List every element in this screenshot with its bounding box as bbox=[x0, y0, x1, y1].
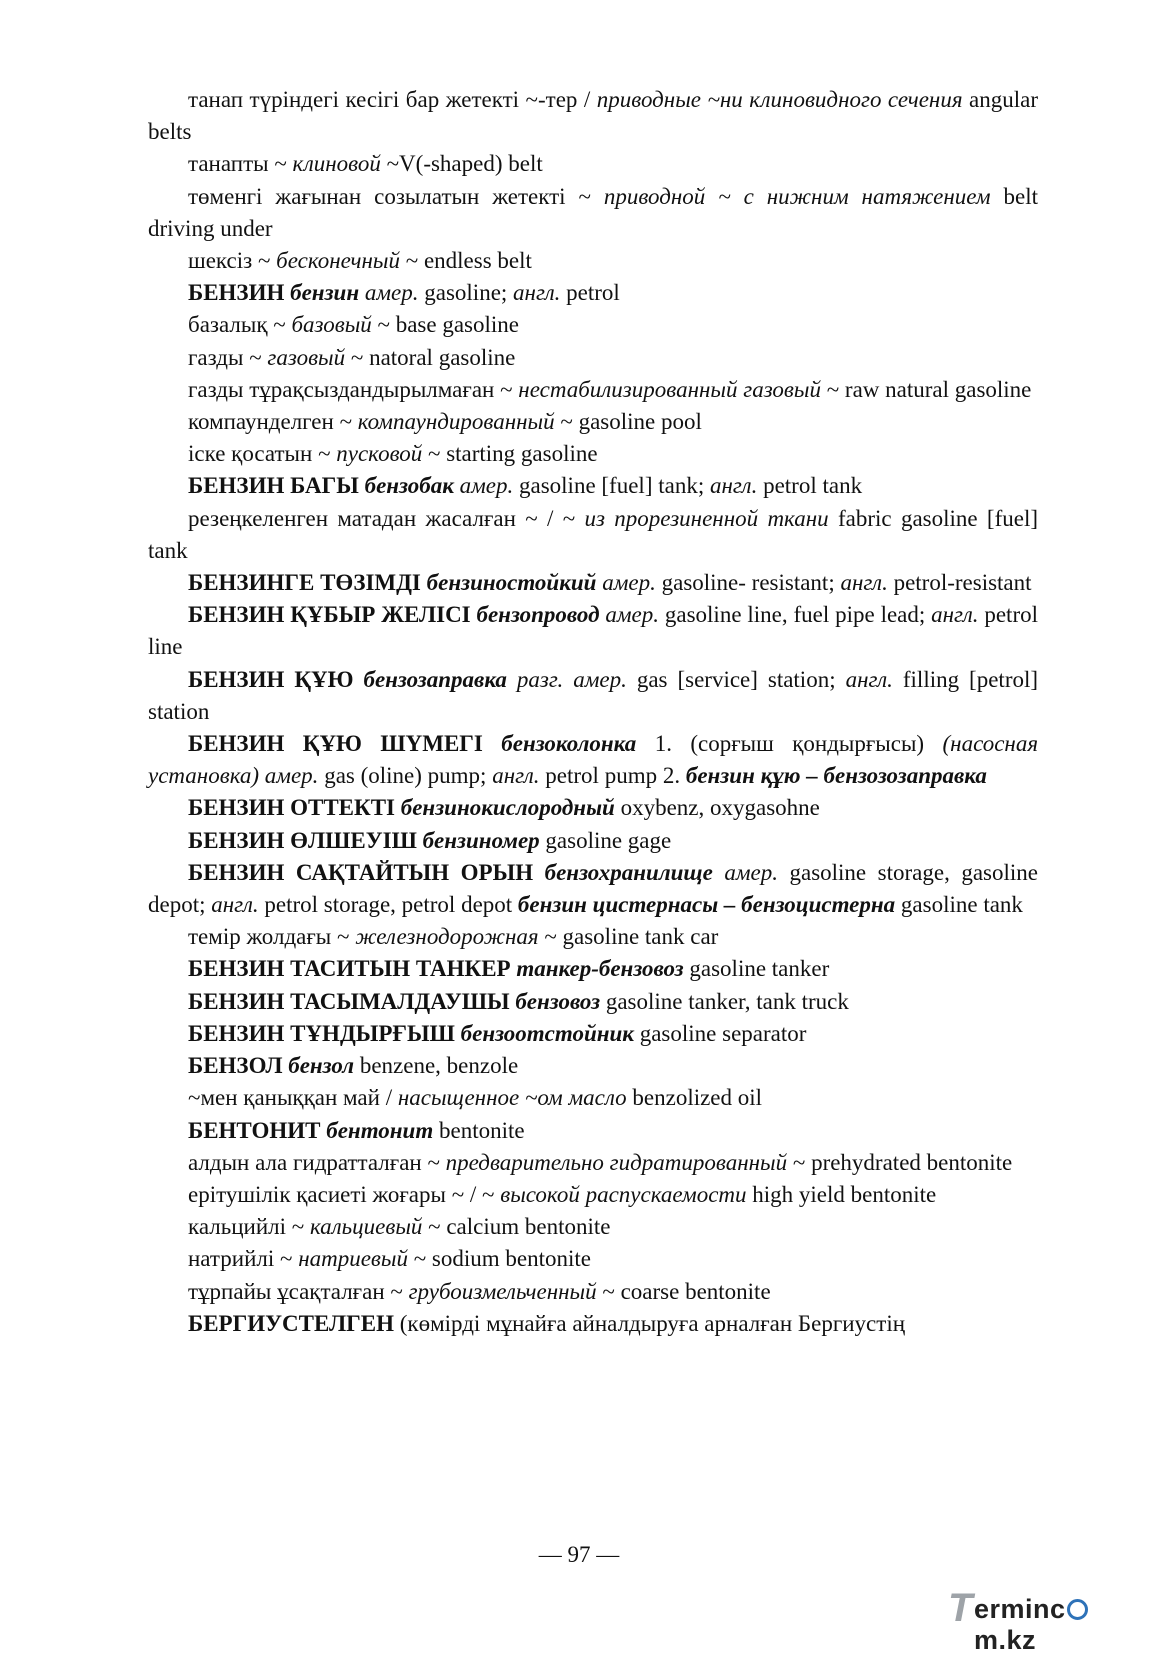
dictionary-entry bbox=[148, 1179, 1038, 1211]
entry-text: gasoline; bbox=[418, 280, 514, 306]
entry-italic-text: амер. bbox=[364, 280, 419, 306]
entry-russian-term: бензол bbox=[288, 1053, 355, 1079]
entry-italic-text: амер. bbox=[724, 859, 778, 885]
dictionary-entry bbox=[148, 1018, 1038, 1050]
entry-italic-text: англ. bbox=[709, 473, 758, 499]
dictionary-entry bbox=[148, 1115, 1038, 1147]
entry-text: кальцийлі ~ bbox=[188, 1214, 310, 1240]
entry-italic-text: англ. bbox=[513, 280, 561, 306]
logo-ring-icon bbox=[1067, 1599, 1088, 1620]
dictionary-entry bbox=[148, 825, 1038, 857]
entry-text: 1. (сорғыш қондырғысы) bbox=[636, 731, 943, 757]
entry-russian-term: бензин цистернасы – бензоцистерна bbox=[517, 892, 896, 918]
entry-text: benzene, benzole bbox=[354, 1053, 519, 1079]
entry-italic-text: приводные ~ни клиновидного сечения bbox=[596, 87, 963, 112]
entry-text: темір жолдағы ~ bbox=[188, 924, 356, 950]
entry-text: натрийлі ~ bbox=[188, 1246, 299, 1272]
entry-text: benzolized oil bbox=[626, 1085, 763, 1111]
logo-wordmark: ermincm.kz bbox=[974, 1594, 1148, 1656]
entry-text: gasoline- resistant; bbox=[655, 570, 841, 596]
page-number: — 97 — bbox=[538, 1542, 620, 1567]
entry-russian-term: бензиностойкий bbox=[426, 570, 597, 596]
termincom-logo[interactable] bbox=[948, 1586, 1148, 1655]
entry-russian-term: бензин bbox=[290, 280, 360, 306]
dictionary-entry bbox=[148, 728, 1038, 792]
dictionary-entry bbox=[148, 406, 1038, 438]
entry-text: тұрпайы ұсақталған ~ bbox=[188, 1278, 409, 1304]
entry-text: резеңкеленген матадан жасалған ~ / ~ bbox=[188, 505, 585, 531]
entry-text: gasoline tanker, tank truck bbox=[600, 988, 849, 1014]
entry-headword: БЕНЗОЛ bbox=[188, 1053, 289, 1079]
dictionary-entry bbox=[148, 374, 1038, 406]
entry-headword: БЕНТОНИТ bbox=[188, 1117, 327, 1143]
entry-italic-text: высокой распускаемости bbox=[500, 1181, 747, 1207]
entry-italic-text: пусковой bbox=[336, 441, 423, 467]
entry-italic-text: приводной ~ с нижним натяжением bbox=[603, 183, 991, 209]
entry-text: oxybenz, oxygasohne bbox=[614, 795, 820, 821]
entry-russian-term: бензиномер bbox=[422, 827, 540, 853]
entry-russian-term: бензин құю – бензозозаправка bbox=[685, 763, 987, 789]
entry-headword: БЕНЗИН ҚҰЮ ШҮМЕГІ bbox=[188, 731, 502, 757]
entry-text: petrol line bbox=[148, 602, 1038, 660]
dictionary-entry bbox=[148, 567, 1038, 599]
dictionary-entry bbox=[148, 1082, 1038, 1114]
dictionary-entry bbox=[148, 181, 1038, 245]
entry-text: gasoline [fuel] tank; bbox=[513, 473, 710, 499]
entry-text: gasoline separator bbox=[633, 1020, 807, 1046]
dictionary-entry bbox=[148, 277, 1038, 309]
entry-text: ~ raw natural gasoline bbox=[820, 376, 1032, 402]
entry-italic-text: бесконечный bbox=[276, 248, 400, 274]
entry-text: petrol tank bbox=[757, 473, 863, 499]
entry-text: ~ base gasoline bbox=[371, 312, 519, 338]
entry-text: ~ prehydrated bentonite bbox=[787, 1149, 1013, 1175]
entry-text: gas (oline) pump; bbox=[318, 763, 493, 789]
entry-russian-term: танкер-бензовоз bbox=[516, 956, 684, 982]
dictionary-entry bbox=[148, 148, 1038, 180]
entry-italic-text: газовый bbox=[267, 344, 346, 370]
entry-headword: БЕНЗИН ТАСЫМАЛДАУШЫ bbox=[188, 988, 516, 1014]
entry-text: gasoline line, fuel pipe lead; bbox=[659, 602, 932, 628]
entry-text: fabric gasoline [fuel] tank bbox=[148, 505, 1038, 563]
entry-italic-text: англ. bbox=[845, 666, 893, 692]
dictionary-entry bbox=[148, 664, 1038, 728]
entry-text: ~ sodium bentonite bbox=[407, 1246, 591, 1272]
entry-italic-text: (насосная установка) амер. bbox=[148, 731, 1039, 789]
entry-italic-text: железнодорожная bbox=[355, 924, 539, 950]
entry-russian-term: бензовоз bbox=[515, 988, 601, 1014]
dictionary-entry bbox=[148, 245, 1038, 277]
entry-russian-term: бензохранилище bbox=[544, 859, 713, 885]
entry-italic-text: базовый bbox=[291, 312, 372, 338]
entry-italic-text: натриевый bbox=[298, 1246, 408, 1272]
entry-text: төменгі жағынан созылатын жетекті ~ bbox=[188, 183, 604, 209]
dictionary-entry bbox=[148, 309, 1038, 341]
entry-italic-text: англ. bbox=[931, 602, 979, 628]
entry-text: petrol bbox=[560, 280, 620, 306]
entry-text: gasoline tank bbox=[895, 892, 1023, 918]
dictionary-entry bbox=[148, 1147, 1038, 1179]
entry-italic-text: нестабилизированный газовый bbox=[518, 376, 821, 402]
entry-headword: БЕНЗИН ҚҰБЫР ЖЕЛІСІ bbox=[188, 602, 477, 628]
entry-text: танапты ~ bbox=[188, 151, 293, 177]
entry-italic-text: амер. bbox=[602, 570, 656, 596]
entry-text: petrol-resistant bbox=[887, 570, 1032, 596]
entry-headword: БЕНЗИН ТАСИТЫН ТАНКЕР bbox=[188, 956, 517, 982]
dictionary-entry bbox=[148, 1276, 1038, 1308]
entry-text: танап түріндегі кесігі бар жетекті ~-тер / bbox=[188, 87, 597, 112]
entry-headword: БЕНЗИН БАГЫ bbox=[188, 473, 365, 499]
entry-italic-text: англ. bbox=[211, 892, 259, 918]
entry-italic-text: амер. bbox=[459, 473, 514, 499]
entry-text: bentonite bbox=[433, 1117, 525, 1143]
entry-text: gas [service] station; bbox=[626, 666, 846, 692]
entry-headword: БЕРГИУСТЕЛГЕН bbox=[188, 1310, 400, 1336]
dictionary-entry bbox=[148, 953, 1038, 985]
logo-t-glyph: T bbox=[948, 1586, 973, 1630]
entry-russian-term: бензобак bbox=[364, 473, 454, 499]
entry-text: petrol pump 2. bbox=[539, 763, 686, 789]
dictionary-entry bbox=[148, 921, 1038, 953]
entry-text: ~ gasoline tank car bbox=[538, 924, 719, 950]
entry-text: газды тұрақсыздандырылмаған ~ bbox=[188, 376, 519, 402]
entry-headword: БЕНЗИНГЕ ТӨЗІМДІ bbox=[188, 570, 427, 596]
entry-text: ~мен қаныққан май / bbox=[188, 1085, 398, 1111]
entry-text: компаунделген ~ bbox=[188, 409, 358, 435]
entry-russian-term: бензинокислородный bbox=[400, 795, 615, 821]
entry-text: petrol storage, petrol depot bbox=[258, 892, 518, 918]
entry-italic-text: кальциевый bbox=[309, 1214, 423, 1240]
entry-text: шексіз ~ bbox=[188, 248, 277, 274]
entry-italic-text: из прорезиненной ткани bbox=[584, 505, 829, 531]
dictionary-entry bbox=[148, 1308, 1038, 1340]
entry-italic-text: грубоизмельченный bbox=[408, 1278, 597, 1304]
entry-text: іске қосатын ~ bbox=[188, 441, 337, 467]
entry-text bbox=[713, 860, 725, 885]
entry-italic-text: амер. bbox=[605, 602, 660, 628]
entry-text: ~ natoral gasoline bbox=[345, 344, 516, 370]
entry-italic-text: компаундированный bbox=[357, 409, 555, 435]
dictionary-entry bbox=[148, 438, 1038, 470]
entry-headword: БЕНЗИН ӨЛШЕУІШ bbox=[188, 827, 423, 853]
entry-text: ~ gasoline pool bbox=[554, 409, 702, 435]
entry-text: ~ starting gasoline bbox=[422, 441, 598, 467]
entry-russian-term: бентонит bbox=[326, 1117, 434, 1143]
entry-russian-term: бензоотстойник bbox=[460, 1020, 634, 1046]
entry-italic-text: клиновой bbox=[292, 151, 381, 177]
entry-headword: БЕНЗИН ОТТЕКТІ bbox=[188, 795, 401, 821]
entry-text: газды ~ bbox=[188, 344, 268, 370]
entry-text: gasoline storage, gasoline depot; bbox=[148, 859, 1038, 918]
dictionary-entry bbox=[148, 342, 1038, 374]
entry-text: belt driving under bbox=[148, 183, 1038, 241]
dictionary-page bbox=[148, 84, 1038, 1340]
entry-text: алдын ала гидратталған ~ bbox=[188, 1149, 446, 1175]
entry-italic-text: насыщенное ~ом масло bbox=[397, 1085, 627, 1111]
entry-text: angular belts bbox=[148, 87, 1038, 145]
entry-italic-text: предварительно гидратированный bbox=[445, 1149, 788, 1175]
dictionary-entry bbox=[148, 599, 1038, 663]
entry-italic-text: разг. амер. bbox=[516, 666, 627, 692]
entry-text: filling [petrol] station bbox=[148, 666, 1039, 724]
entry-text: ерітушілік қасиеті жоғары ~ / ~ bbox=[188, 1181, 501, 1207]
entry-text: ~V(-shaped) belt bbox=[380, 151, 543, 177]
entry-headword: БЕНЗИН САҚТАЙТЫН ОРЫН bbox=[188, 859, 545, 885]
dictionary-entry bbox=[148, 1050, 1038, 1082]
dictionary-entry bbox=[148, 1211, 1038, 1243]
entry-italic-text: англ. bbox=[492, 763, 540, 789]
entry-text bbox=[507, 667, 517, 692]
entry-text: high yield bentonite bbox=[746, 1181, 937, 1207]
dictionary-entry bbox=[148, 986, 1038, 1018]
entry-italic-text: англ. bbox=[840, 570, 888, 596]
entry-text: ~ calcium bentonite bbox=[422, 1214, 611, 1240]
entry-headword: БЕНЗИН ҚҰЮ bbox=[188, 666, 364, 692]
dictionary-entry bbox=[148, 792, 1038, 824]
entry-text: gasoline gage bbox=[539, 827, 672, 853]
entry-text: ~ endless belt bbox=[400, 248, 532, 274]
dictionary-entry bbox=[148, 470, 1038, 502]
dictionary-entry bbox=[148, 1243, 1038, 1275]
dictionary-entry bbox=[148, 84, 1038, 148]
entry-russian-term: бензозаправка bbox=[363, 666, 507, 692]
entry-russian-term: бензоколонка bbox=[501, 731, 637, 757]
entry-text: gasoline tanker bbox=[683, 956, 830, 982]
dictionary-entry bbox=[148, 503, 1038, 567]
entry-headword: БЕНЗИН bbox=[188, 280, 291, 306]
dictionary-entry bbox=[148, 857, 1038, 921]
entry-text: ~ coarse bentonite bbox=[596, 1278, 771, 1304]
entry-headword: БЕНЗИН ТҰНДЫРҒЫШ bbox=[188, 1020, 461, 1046]
entry-russian-term: бензопровод bbox=[476, 602, 600, 628]
entry-text: (көмірді мұнайға айналдыруға арналған Бергиустің bbox=[399, 1310, 906, 1336]
entry-text: базалық ~ bbox=[188, 312, 292, 338]
